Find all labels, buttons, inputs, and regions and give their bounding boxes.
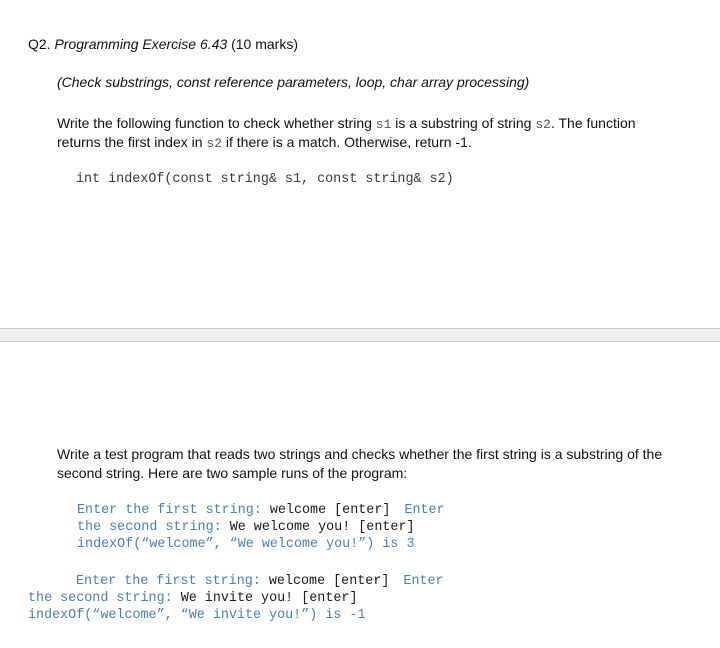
instruction-text-1a: Write the following function to check whether string xyxy=(57,115,376,131)
test-program-line-2: second string. Here are two sample runs of the program: xyxy=(57,465,408,481)
run1-result: indexOf(“welcome”, “We welcome you!”) is 3 xyxy=(77,537,415,552)
run1-input-first: welcome [enter] xyxy=(261,503,391,518)
run2-prompt-first: Enter the first string: xyxy=(76,574,261,589)
question-marks: (10 marks) xyxy=(231,36,299,52)
run2-line-1 xyxy=(76,573,444,590)
instruction-text-1c: . The function xyxy=(550,115,636,131)
run1-line-1 xyxy=(77,502,445,519)
param-s2: s2 xyxy=(535,117,551,132)
run1-input-second: We welcome you! [enter] xyxy=(221,520,415,535)
run1-prompt-second-a: Enter xyxy=(404,503,445,518)
run2-prompt-second-b: the second string: xyxy=(28,591,173,606)
run2-line-2 xyxy=(28,590,357,607)
instruction-text-2a: returns the first index in xyxy=(57,134,207,150)
run1-prompt-first: Enter the first string: xyxy=(77,503,262,518)
function-signature: int indexOf(const string& s1, const string& s2) xyxy=(76,172,454,187)
param-s1: s1 xyxy=(375,117,392,132)
param-s2-inline: s2 xyxy=(206,136,223,151)
instruction-text-2b: if there is a match. Otherwise, return -1. xyxy=(222,134,472,150)
question-number: Q2. xyxy=(28,36,51,52)
run2-input-second: We invite you! [enter] xyxy=(172,591,358,606)
test-program-line-1: Write a test program that reads two strings and checks whether the first string is a substring of the xyxy=(57,446,663,462)
instruction-line-1 xyxy=(57,114,636,134)
run1-prompt-second-b: the second string: xyxy=(77,520,222,535)
run1-line-2 xyxy=(77,519,415,536)
instruction-text-1b: is a substring of string xyxy=(391,115,536,131)
question-header xyxy=(28,35,298,53)
question-title: Programming Exercise 6.43 xyxy=(54,36,228,52)
topics-line: (Check substrings, const reference parameters, loop, char array processing) xyxy=(57,74,530,90)
page-break xyxy=(0,328,720,342)
instruction-line-2 xyxy=(57,133,472,153)
run2-input-first: welcome [enter] xyxy=(260,574,390,589)
run2-result: indexOf(“welcome”, “We invite you!”) is -1 xyxy=(28,608,366,623)
run2-prompt-second-a: Enter xyxy=(403,574,444,589)
